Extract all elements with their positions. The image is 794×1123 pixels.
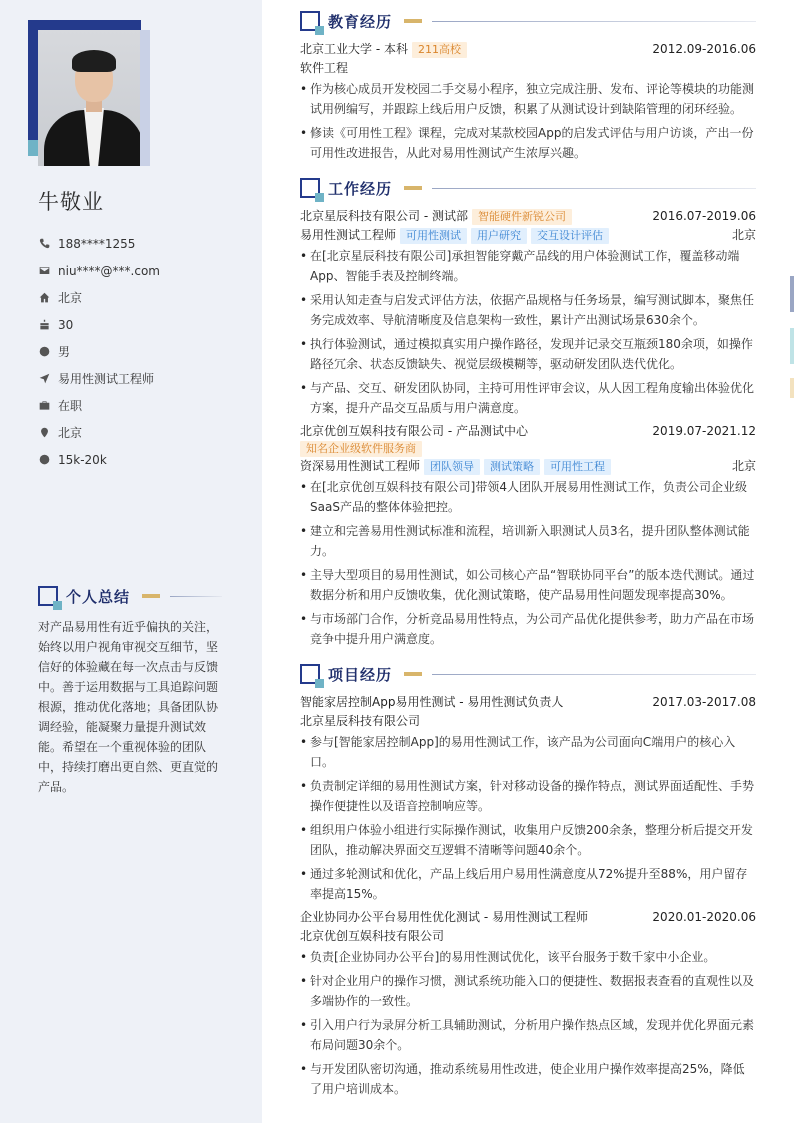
job-company: 北京优创互娱科技有限公司 - 产品测试中心 xyxy=(300,424,528,438)
summary-section xyxy=(38,585,222,797)
briefcase-icon xyxy=(38,400,50,412)
job-city: 北京 xyxy=(731,228,756,242)
send-icon xyxy=(38,373,50,385)
project-company: 北京优创互娱科技有限公司 xyxy=(300,929,445,943)
job-tag-row xyxy=(300,441,756,457)
project-entry xyxy=(300,693,756,904)
info-residence-text: 北京 xyxy=(58,291,83,305)
summary-header xyxy=(38,585,222,607)
list-item: • 主导大型项目的易用性测试，如公司核心产品“智联协同平台”的版本迭代测试。通过数据分析和用户反馈收集，优化测试策略，使产品易用性问题发现率提高30%。 xyxy=(300,565,756,605)
location-icon xyxy=(38,427,50,439)
job-entry xyxy=(300,422,756,649)
school-name: 北京工业大学 - 本科 xyxy=(300,42,408,56)
job-entry xyxy=(300,207,756,418)
home-icon xyxy=(38,292,50,304)
skill-tag: 交互设计评估 xyxy=(531,228,609,244)
section-accent-bar xyxy=(404,672,422,676)
profile-photo-frame xyxy=(28,20,152,166)
job-date: 2016.07-2019.06 xyxy=(652,209,756,223)
avatar xyxy=(38,30,150,166)
section-square-icon xyxy=(300,664,320,684)
list-item: • 通过多轮测试和优化，产品上线后用户易用性满意度从72%提升至88%，用户留存率提高15%。 xyxy=(300,864,756,904)
info-status xyxy=(38,392,160,419)
edge-marker-blue xyxy=(790,276,794,312)
work-section xyxy=(300,177,756,649)
job-company: 北京星辰科技有限公司 - 测试部 xyxy=(300,209,468,223)
project-bullets xyxy=(300,732,756,904)
list-item: • 执行体验测试，通过模拟真实用户操作路径，发现并记录交互瓶颈180余项，如操作路径冗余、状态反馈缺失、视觉层级模糊等，驱动研发团队迭代优化。 xyxy=(300,334,756,374)
work-header xyxy=(300,177,756,199)
project-date: 2020.01-2020.06 xyxy=(652,910,756,924)
project-name: 智能家居控制App易用性测试 - 易用性测试负责人 xyxy=(300,695,564,709)
skill-tag: 可用性测试 xyxy=(400,228,467,244)
skill-tag: 测试策略 xyxy=(484,459,540,475)
edge-marker-teal xyxy=(790,328,794,364)
info-age-text: 30 xyxy=(58,317,74,332)
section-accent-bar xyxy=(404,19,422,23)
skill-tag: 可用性工程 xyxy=(544,459,611,475)
list-item: • 与开发团队密切沟通，推动系统易用性改进，使企业用户操作效率提高25%，降低了用户培训成本。 xyxy=(300,1059,756,1099)
list-item: • 负责制定详细的易用性测试方案，针对移动设备的操作特点，测试界面适配性、手势操作便捷性以及语音控制响应等。 xyxy=(300,776,756,816)
info-target-position xyxy=(38,365,160,392)
list-item: • 与市场部门合作，分析竞品易用性特点，为公司产品优化提供参考，助力产品在市场竞争中提升用户满意度。 xyxy=(300,609,756,649)
list-item: • 与产品、交互、研发团队协同，主持可用性评审会议，从人因工程角度输出体验优化方案，提升产品交互品质与用户满意度。 xyxy=(300,378,756,418)
summary-title: 个人总结 xyxy=(66,587,131,606)
education-date: 2012.09-2016.06 xyxy=(652,42,756,56)
projects-section xyxy=(300,663,756,1099)
skill-tag: 团队领导 xyxy=(424,459,480,475)
candidate-name: 牛敬业 xyxy=(38,190,104,214)
list-item: • 修读《可用性工程》课程，完成对某款校园App的启发式评估与用户访谈，产出一份可用性改进报告，从此对易用性测试产生浓厚兴趣。 xyxy=(300,123,756,163)
projects-header xyxy=(300,663,756,685)
project-name-row xyxy=(300,908,756,927)
section-divider xyxy=(432,674,756,675)
list-item: • 作为核心成员开发校园二手交易小程序，独立完成注册、发布、评论等模块的功能测试用例编写，并跟踪上线后用户反馈，积累了从测试设计到缺陷管理的闭环经验。 xyxy=(300,79,756,119)
info-target-city xyxy=(38,419,160,446)
section-divider xyxy=(432,188,756,189)
phone-icon xyxy=(38,238,50,250)
list-item: • 针对企业用户的操作习惯，测试系统功能入口的便捷性、数据报表查看的直观性以及多端协作的一致性。 xyxy=(300,971,756,1011)
info-email-text: niu****@***.com xyxy=(58,263,160,278)
info-status-text: 在职 xyxy=(58,399,83,413)
project-name-row xyxy=(300,693,756,712)
project-bullets xyxy=(300,947,756,1099)
project-date: 2017.03-2017.08 xyxy=(652,695,756,709)
section-square-icon xyxy=(38,586,58,606)
info-gender xyxy=(38,338,160,365)
info-position-text: 易用性测试工程师 xyxy=(58,372,155,386)
education-row xyxy=(300,40,756,59)
info-phone xyxy=(38,230,160,257)
company-tag: 知名企业级软件服务商 xyxy=(300,441,422,457)
projects-title: 项目经历 xyxy=(328,665,393,684)
sidebar xyxy=(0,0,262,1123)
job-company-row xyxy=(300,422,756,441)
list-item: • 采用认知走查与启发式评估方法，依据产品规格与任务场景，编写测试脚本，聚焦任务完成效率、导航清晰度及信息架构一致性，累计产出测试场景630余个。 xyxy=(300,290,756,330)
summary-text: 对产品易用性有近乎偏执的关注，始终以用户视角审视交互细节，坚信好的体验藏在每一次点击与反馈中。善于运用数据与工具追踪问题根源，推动优化落地；具备团队协调经验，能凝聚力量提升测试效能。希望在一个重视体验的团队中，持续打磨出更自然、更直觉的产品。 xyxy=(38,620,219,794)
section-square-icon xyxy=(300,178,320,198)
education-major: 软件工程 xyxy=(300,61,349,75)
info-city-text: 北京 xyxy=(58,426,83,440)
info-age xyxy=(38,311,160,338)
section-divider xyxy=(170,596,222,597)
info-phone-text: 188****1255 xyxy=(58,236,136,251)
list-item: • 建立和完善易用性测试标准和流程，培训新入职测试人员3名，提升团队整体测试能力。 xyxy=(300,521,756,561)
project-company: 北京星辰科技有限公司 xyxy=(300,714,421,728)
cake-icon xyxy=(38,319,50,331)
job-role: 易用性测试工程师 xyxy=(300,228,397,242)
job-city: 北京 xyxy=(731,459,756,473)
list-item: • 在[北京优创互娱科技有限公司]带领4人团队开展易用性测试工作，负责公司企业级SaaS产品的整体体验把控。 xyxy=(300,477,756,517)
info-salary xyxy=(38,446,160,473)
education-section xyxy=(300,10,756,163)
company-tag: 智能硬件新锐公司 xyxy=(472,209,572,225)
info-residence xyxy=(38,284,160,311)
list-item: • 在[北京星辰科技有限公司]承担智能穿戴产品线的用户体验测试工作，覆盖移动端App、智能手表及控制终端。 xyxy=(300,246,756,286)
job-role-row xyxy=(300,226,756,245)
list-item: • 组织用户体验小组进行实际操作测试，收集用户反馈200余条，整理分析后提交开发团队，推动解决界面交互逻辑不清晰等问题40余个。 xyxy=(300,820,756,860)
info-salary-text: 15k-20k xyxy=(58,452,107,467)
job-bullets xyxy=(300,246,756,418)
contact-info-list xyxy=(38,230,160,473)
salary-icon xyxy=(38,454,50,466)
mail-icon xyxy=(38,265,50,277)
education-title: 教育经历 xyxy=(328,12,393,31)
job-date: 2019.07-2021.12 xyxy=(652,424,756,438)
list-item: • 引入用户行为录屏分析工具辅助测试，分析用户操作热点区域，发现并优化界面元素布局问题30余个。 xyxy=(300,1015,756,1055)
info-email xyxy=(38,257,160,284)
job-company-row xyxy=(300,207,756,226)
main-content xyxy=(300,10,756,1113)
education-bullets xyxy=(300,79,756,163)
project-name: 企业协同办公平台易用性优化测试 - 易用性测试工程师 xyxy=(300,910,588,924)
job-role-row xyxy=(300,457,756,476)
list-item: • 负责[企业协同办公平台]的易用性测试优化，该平台服务于数千家中小企业。 xyxy=(300,947,756,967)
section-accent-bar xyxy=(404,186,422,190)
work-title: 工作经历 xyxy=(328,179,393,198)
job-role: 资深易用性测试工程师 xyxy=(300,459,421,473)
edge-marker-gold xyxy=(790,378,794,398)
list-item: • 参与[智能家居控制App]的易用性测试工作，该产品为公司面向C端用户的核心入口。 xyxy=(300,732,756,772)
section-divider xyxy=(432,21,756,22)
skill-tag: 用户研究 xyxy=(471,228,527,244)
school-tag: 211高校 xyxy=(412,42,467,58)
info-gender-text: 男 xyxy=(58,345,71,359)
section-accent-bar xyxy=(142,594,160,598)
person-icon xyxy=(38,346,50,358)
job-bullets xyxy=(300,477,756,649)
project-entry xyxy=(300,908,756,1099)
section-square-icon xyxy=(300,11,320,31)
education-header xyxy=(300,10,756,32)
